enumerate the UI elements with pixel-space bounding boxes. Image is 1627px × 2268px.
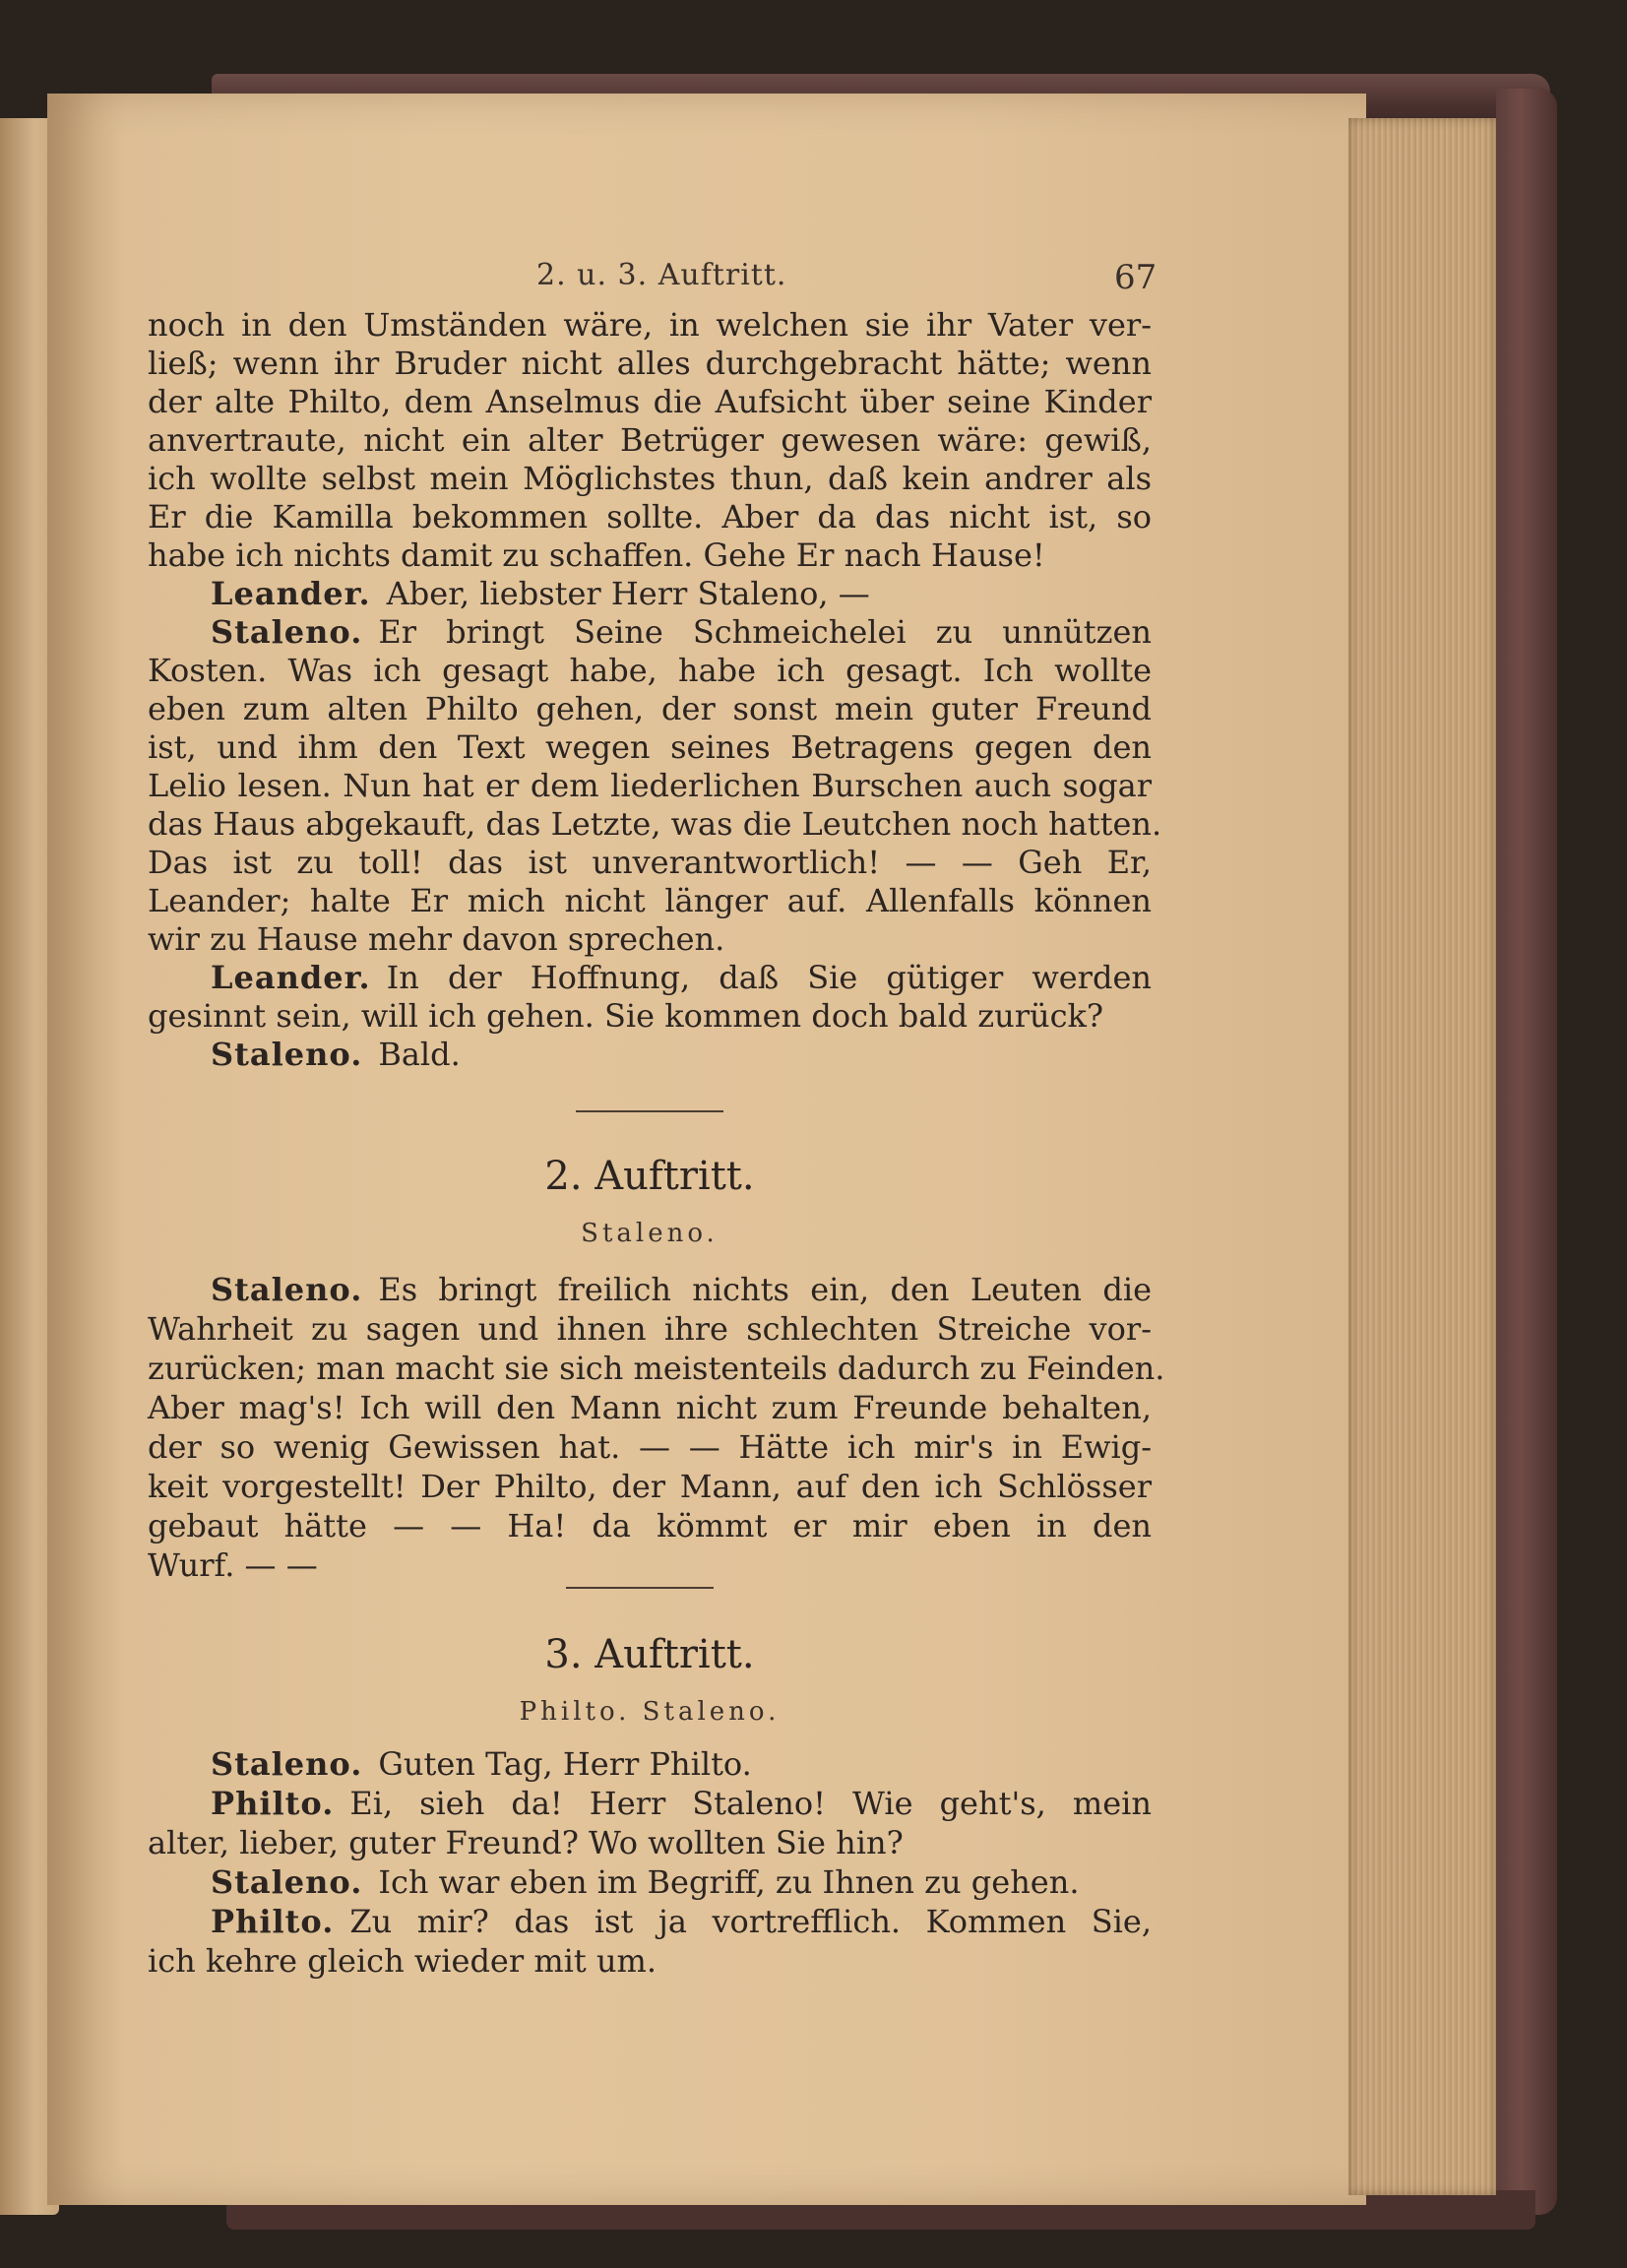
- line-text: Das ist zu toll! das ist unverantwortlich! — — Geh Er,: [148, 844, 1152, 881]
- line-text: Er bringt Seine Schmeichelei zu unnützen: [378, 613, 1152, 651]
- line-text: Ei, sieh da! Herr Staleno! Wie geht's, mein: [349, 1785, 1152, 1822]
- block1-line: [148, 919, 1152, 959]
- line-text: wir zu Hause mehr davon sprechen.: [148, 920, 725, 958]
- line-text: Guten Tag, Herr Philto.: [378, 1745, 752, 1783]
- block1-line: [148, 843, 1152, 882]
- scene2-line: [148, 1349, 1165, 1388]
- line-text: der alte Philto, dem Anselmus die Aufsicht über seine Kinder: [148, 383, 1152, 420]
- scene2-line: [148, 1309, 1152, 1349]
- scene3-line: [148, 1823, 1152, 1862]
- speaker-name: Staleno.: [211, 613, 363, 651]
- block1-line: [148, 651, 1152, 690]
- scene2-line: [148, 1427, 1152, 1467]
- line-text: ist, und ihm den Text wegen seines Betragens gegen den: [148, 728, 1152, 766]
- block1-line: [148, 382, 1152, 421]
- line-text: zurücken; man macht sie sich meistenteils dadurch zu Feinden.: [148, 1350, 1165, 1387]
- block1-line: [148, 804, 1162, 844]
- line-text: Zu mir? das ist ja vortrefflich. Kommen Sie,: [349, 1903, 1152, 1940]
- block1-line: [148, 344, 1152, 383]
- scene2-line: [148, 1506, 1152, 1545]
- line-text: Wahrheit zu sagen und ihnen ihre schlechten Streiche vor-: [148, 1310, 1152, 1348]
- block1-line: [148, 958, 1152, 997]
- speaker-name: Leander.: [211, 959, 371, 996]
- block1-line: [148, 497, 1152, 536]
- speaker-name: Staleno.: [211, 1863, 363, 1901]
- speaker-name: Philto.: [211, 1903, 335, 1940]
- line-text: Aber mag's! Ich will den Mann nicht zum Freunde behalten,: [148, 1389, 1152, 1426]
- speaker-name: Philto.: [211, 1785, 335, 1822]
- block1-line: [148, 459, 1152, 498]
- block1-line: [148, 536, 1152, 575]
- running-head: 2. u. 3. Auftritt.: [536, 258, 787, 292]
- scene2-line: [148, 1545, 1152, 1585]
- speaker-name: Staleno.: [211, 1271, 363, 1308]
- scene-2-title: 2. Auftritt.: [544, 1154, 755, 1199]
- line-text: Es bringt freilich nichts ein, den Leuten die: [378, 1271, 1152, 1308]
- scene-3-title: 3. Auftritt.: [544, 1632, 755, 1677]
- block1-line: [148, 766, 1152, 805]
- block1-line: [148, 574, 1152, 613]
- scene3-line: [148, 1744, 1152, 1784]
- line-text: Aber, liebster Herr Staleno, —: [386, 575, 870, 612]
- line-text: der so wenig Gewissen hat. — — Hätte ich mir's in Ewig-: [148, 1428, 1152, 1466]
- block1-line: [148, 996, 1152, 1036]
- line-text: Wurf. — —: [148, 1546, 318, 1584]
- line-text: Leander; halte Er mich nicht länger auf. Allenfalls können: [148, 882, 1152, 919]
- line-text: ließ; wenn ihr Bruder nicht alles durchgebracht hätte; wenn: [148, 345, 1152, 382]
- block1-line: [148, 612, 1152, 652]
- line-text: eben zum alten Philto gehen, der sonst mein guter Freund: [148, 690, 1152, 727]
- speaker-name: Staleno.: [211, 1745, 363, 1783]
- line-text: habe ich nichts damit zu schaffen. Gehe Er nach Hause!: [148, 536, 1045, 574]
- block1-line: [148, 881, 1152, 920]
- speaker-name: Staleno.: [211, 1036, 363, 1073]
- line-text: noch in den Umständen wäre, in welchen sie ihr Vater ver-: [148, 306, 1152, 344]
- line-text: alter, lieber, guter Freund? Wo wollten Sie hin?: [148, 1824, 904, 1861]
- section-divider-2: [566, 1587, 714, 1589]
- scene-3-cast: Philto. Staleno.: [519, 1697, 781, 1727]
- scene2-line: [148, 1467, 1152, 1506]
- scene3-line: [148, 1941, 1152, 1981]
- line-text: Er die Kamilla bekommen sollte. Aber da das nicht ist, so: [148, 498, 1152, 536]
- block1-line: [148, 1035, 1152, 1074]
- line-text: gesinnt sein, will ich gehen. Sie kommen doch bald zurück?: [148, 997, 1104, 1035]
- line-text: ich kehre gleich wieder mit um.: [148, 1942, 657, 1980]
- scene2-line: [148, 1270, 1152, 1309]
- line-text: In der Hoffnung, daß Sie gütiger werden: [386, 959, 1152, 996]
- block1-line: [148, 420, 1152, 460]
- line-text: das Haus abgekauft, das Letzte, was die Leutchen noch hatten.: [148, 805, 1162, 843]
- line-text: gebaut hätte — — Ha! da kömmt er mir eben in den: [148, 1507, 1152, 1544]
- scene3-line: [148, 1902, 1152, 1941]
- line-text: Lelio lesen. Nun hat er dem liederlichen Burschen auch sogar: [148, 767, 1152, 804]
- book-cover-right: [1496, 89, 1557, 2215]
- page-number: 67: [1114, 258, 1158, 297]
- page-edges: [1348, 118, 1496, 2195]
- section-divider-1: [576, 1110, 723, 1112]
- line-text: Bald.: [378, 1036, 461, 1073]
- scene2-line: [148, 1388, 1152, 1427]
- line-text: Ich war eben im Begriff, zu Ihnen zu gehen.: [378, 1863, 1080, 1901]
- scene3-line: [148, 1862, 1152, 1902]
- block1-line: [148, 727, 1152, 767]
- line-text: keit vorgestellt! Der Philto, der Mann, auf den ich Schlösser: [148, 1468, 1152, 1505]
- speaker-name: Leander.: [211, 575, 371, 612]
- scene-2-cast: Staleno.: [581, 1219, 719, 1248]
- block1-line: [148, 689, 1152, 728]
- block1-line: [148, 305, 1152, 345]
- line-text: ich wollte selbst mein Möglichstes thun, daß kein andrer als: [148, 460, 1152, 497]
- line-text: Kosten. Was ich gesagt habe, habe ich gesagt. Ich wollte: [148, 652, 1152, 689]
- scene3-line: [148, 1784, 1152, 1823]
- line-text: anvertraute, nicht ein alter Betrüger gewesen wäre: gewiß,: [148, 421, 1152, 459]
